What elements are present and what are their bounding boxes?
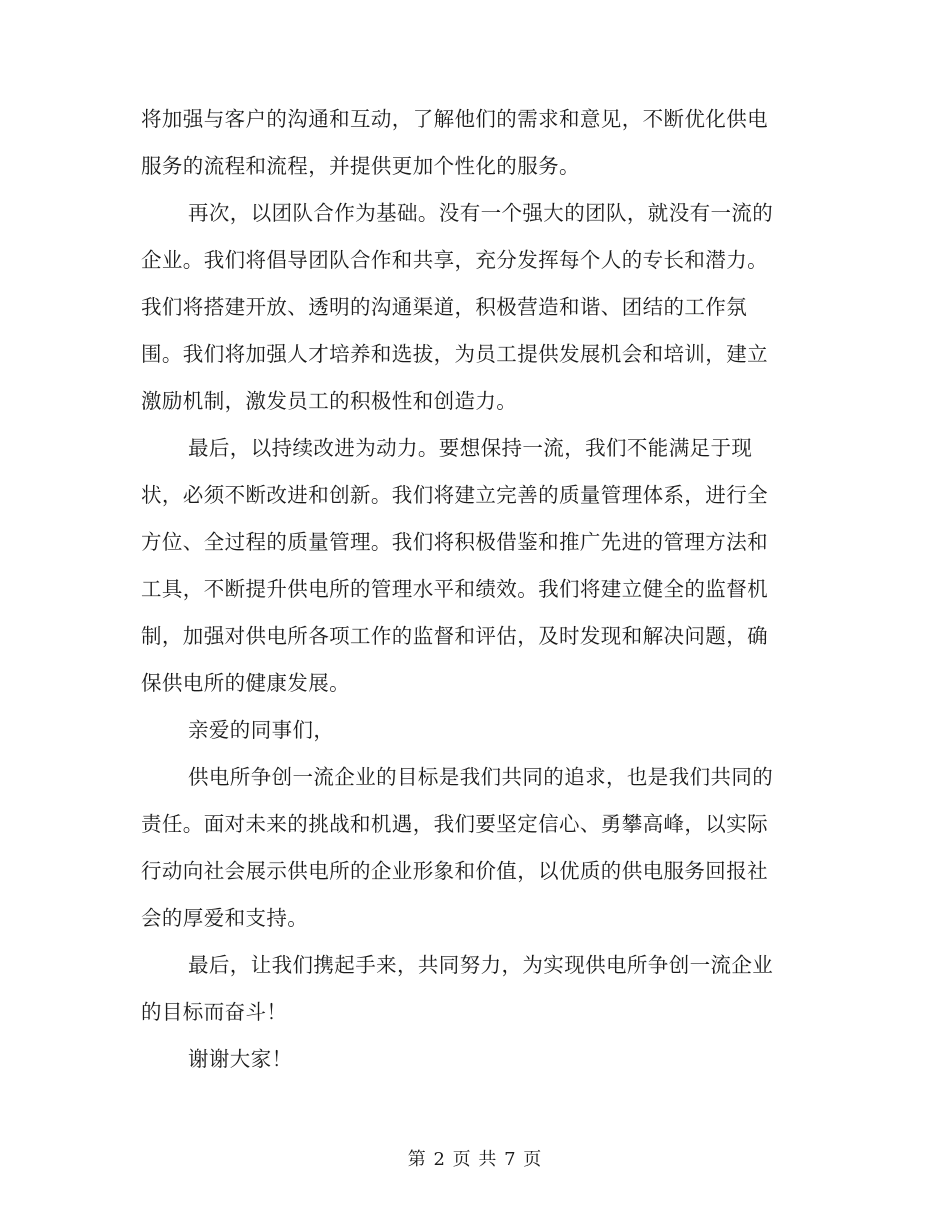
- text-line: 责任。面对未来的挑战和机遇，我们要坚定信心、勇攀高峰，以实际: [141, 812, 768, 836]
- text-line: 的目标而奋斗！: [141, 1000, 288, 1024]
- text-line: 将加强与客户的沟通和互动，了解他们的需求和意见，不断优化供电: [141, 107, 768, 131]
- body-text: [141, 96, 801, 1083]
- text-line: 围。我们将加强人才培养和选拔，为员工提供发展机会和培训，建立: [141, 342, 768, 366]
- text-line: 最后，以持续改进为动力。要想保持一流，我们不能满足于现: [188, 436, 753, 460]
- text-line: 最后，让我们携起手来，共同努力，为实现供电所争创一流企业: [188, 953, 774, 977]
- text-line: 工具，不断提升供电所的管理水平和绩效。我们将建立健全的监督机: [141, 577, 768, 601]
- text-line: 亲爱的同事们，: [188, 718, 335, 742]
- text-line: 状，必须不断改进和创新。我们将建立完善的质量管理体系，进行全: [141, 483, 768, 507]
- text-line: 谢谢大家！: [188, 1047, 293, 1071]
- text-line: 企业。我们将倡导团队合作和共享，充分发挥每个人的专长和潜力。: [141, 248, 768, 272]
- text-line: 再次，以团队合作为基础。没有一个强大的团队，就没有一流的: [188, 201, 774, 225]
- text-line: 供电所争创一流企业的目标是我们共同的追求，也是我们共同的: [188, 765, 774, 789]
- page-number-footer: 第 2 页 共 7 页: [407, 1149, 543, 1170]
- text-line: 会的厚爱和支持。: [141, 906, 309, 930]
- text-line: 方位、全过程的质量管理。我们将积极借鉴和推广先进的管理方法和: [141, 530, 768, 554]
- text-line: 服务的流程和流程，并提供更加个性化的服务。: [141, 154, 580, 178]
- text-line: 我们将搭建开放、透明的沟通渠道，积极营造和谐、团结的工作氛: [141, 295, 748, 319]
- text-line: 制，加强对供电所各项工作的监督和评估，及时发现和解决问题，确: [141, 624, 768, 648]
- text-line: 激励机制，激发员工的积极性和创造力。: [141, 389, 518, 413]
- text-line: 保供电所的健康发展。: [141, 671, 350, 695]
- text-line: 行动向社会展示供电所的企业形象和价值，以优质的供电服务回报社: [141, 859, 768, 883]
